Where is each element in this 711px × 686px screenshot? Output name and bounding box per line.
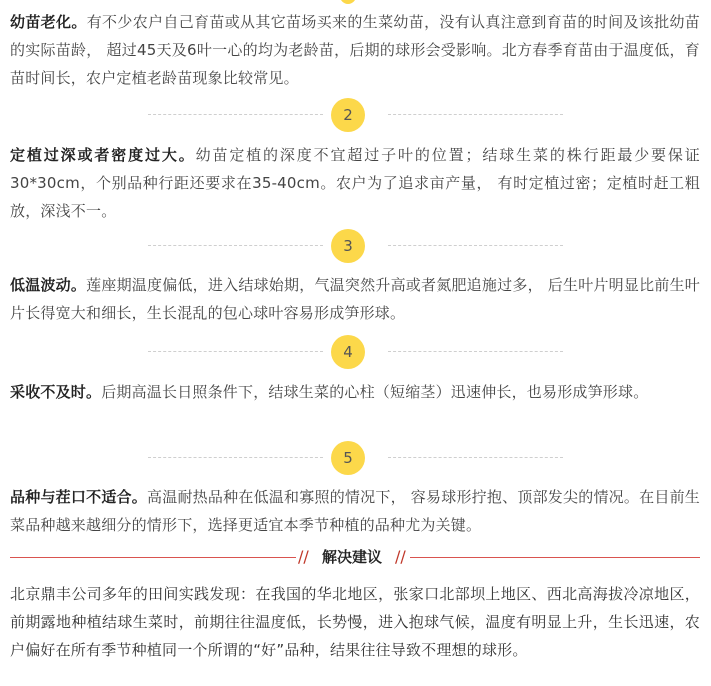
- section-body: 有不少农户自己育苗或从其它苗场买来的生菜幼苗，没有认真注意到育苗的时间及该批幼苗的实际苗龄， 超过45天及6叶一心的均为老龄苗，后期的球形会受影响。北方春季育苗由于温度低，育苗时间长，农户定植老龄苗现象比较常见。: [10, 13, 700, 87]
- dashed-line: [148, 457, 323, 458]
- section-planting-depth: [10, 141, 700, 225]
- section-body: 幼苗定植的深度不宜超过子叶的位置；结球生菜的株行距最少要保证30*30cm，个别品种行距还要求在35-40cm。农户为了追求亩产量， 有时定植过密；定植时赶工粗放，深浅不一。: [10, 146, 700, 220]
- step-badge: 5: [331, 441, 365, 475]
- dashed-line: [388, 245, 563, 246]
- solution-heading: [10, 540, 700, 576]
- heading-rule: [410, 557, 700, 558]
- section-variety: [10, 483, 700, 539]
- section-lead: 幼苗老化。: [10, 13, 87, 31]
- step-badge: 2: [331, 98, 365, 132]
- section-body: 高温耐热品种在低温和寡照的情况下， 容易球形拧抱、顶部发尖的情况。在目前生菜品种越来越细分的情形下，选择更适宜本季节种植的品种尤为关键。: [10, 488, 700, 534]
- dashed-line: [388, 351, 563, 352]
- step-badge-partial: [340, 0, 356, 4]
- step-badge: 3: [331, 229, 365, 263]
- step-divider-2: [0, 95, 711, 135]
- section-lead: 采收不及时。: [10, 383, 102, 401]
- section-seedling-aging: [10, 8, 700, 92]
- step-divider-4: [0, 332, 711, 372]
- dashed-line: [148, 114, 323, 115]
- dashed-line: [148, 351, 323, 352]
- section-lead: 低温波动。: [10, 276, 87, 294]
- solution-title: 解决建议: [321, 548, 382, 566]
- section-lead: 定植过深或者密度过大。: [10, 146, 196, 164]
- dashed-line: [148, 245, 323, 246]
- section-low-temp: [10, 271, 700, 327]
- section-body: 后期高温长日照条件下，结球生菜的心柱（短缩茎）迅速伸长，也易形成笋形球。: [101, 383, 649, 401]
- step-badge: 4: [331, 335, 365, 369]
- section-late-harvest: [10, 378, 700, 406]
- step-divider-3: [0, 226, 711, 266]
- slash-ornament: //: [395, 547, 406, 566]
- section-body: 莲座期温度偏低，进入结球始期，气温突然升高或者氮肥追施过多， 后生叶片明显比前生叶片长得宽大和细长，生长混乱的包心球叶容易形成笋形球。: [10, 276, 700, 322]
- dashed-line: [388, 114, 563, 115]
- solution-text: 北京鼎丰公司多年的田间实践发现：在我国的华北地区，张家口北部坝上地区、西北高海拔冷凉地区，前期露地种植结球生菜时，前期往往温度低，长势慢，进入抱球气候，温度有明显上升，生长迅速，农户偏好在所有季节种植同一个所谓的“好”品种，结果往往导致不理想的球形。: [10, 585, 700, 659]
- section-lead: 品种与茬口不适合。: [10, 488, 148, 506]
- dashed-line: [388, 457, 563, 458]
- step-divider-5: [0, 438, 711, 478]
- heading-rule: [10, 557, 296, 558]
- slash-ornament: //: [298, 547, 309, 566]
